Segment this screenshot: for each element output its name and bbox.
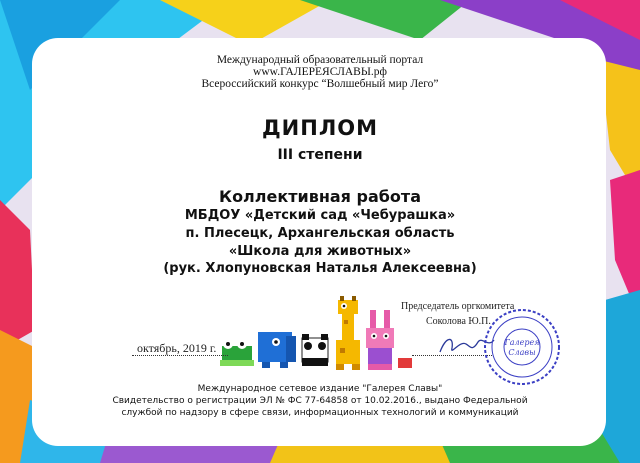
issue-date: октябрь, 2019 г. xyxy=(137,341,217,355)
work-type: Коллективная работа xyxy=(218,187,421,206)
footer-authority: службой по надзору в сфере связи, информационных технологий и коммуникаций xyxy=(121,408,519,418)
chairman-name: Соколова Ю.П. xyxy=(426,316,491,327)
portal-name: Международный образовательный портал xyxy=(216,54,424,66)
svg-text:Галерея: Галерея xyxy=(504,338,540,347)
diploma-degree: III степени xyxy=(277,147,363,163)
portal-site: www.ГАЛЕРЕЯСЛАВЫ.рф xyxy=(253,66,387,78)
work-leader: (рук. Хлопуновская Наталья Алексеевна) xyxy=(163,261,477,276)
chairman-title: Председатель оргкомитета xyxy=(401,301,515,312)
date-line xyxy=(132,355,228,356)
contest-name: Всероссийский конкурс “Волшебный мир Лего” xyxy=(201,78,439,90)
work-title: «Школа для животных» xyxy=(228,244,412,259)
location: п. Плесецк, Архангельская область xyxy=(185,226,455,241)
lego-animals-illustration xyxy=(218,296,414,376)
organization: МБДОУ «Детский сад «Чебурашка» xyxy=(184,208,456,223)
diploma-title: ДИПЛОМ xyxy=(261,116,379,140)
footer-registration: Свидетельство о регистрации ЭЛ № ФС 77-64858 от 10.02.2016., выдано Федеральной xyxy=(112,396,528,406)
footer-publisher: Международное сетевое издание "Галерея Славы" xyxy=(197,384,443,394)
official-stamp xyxy=(483,308,561,386)
svg-text:Славы: Славы xyxy=(508,348,536,357)
